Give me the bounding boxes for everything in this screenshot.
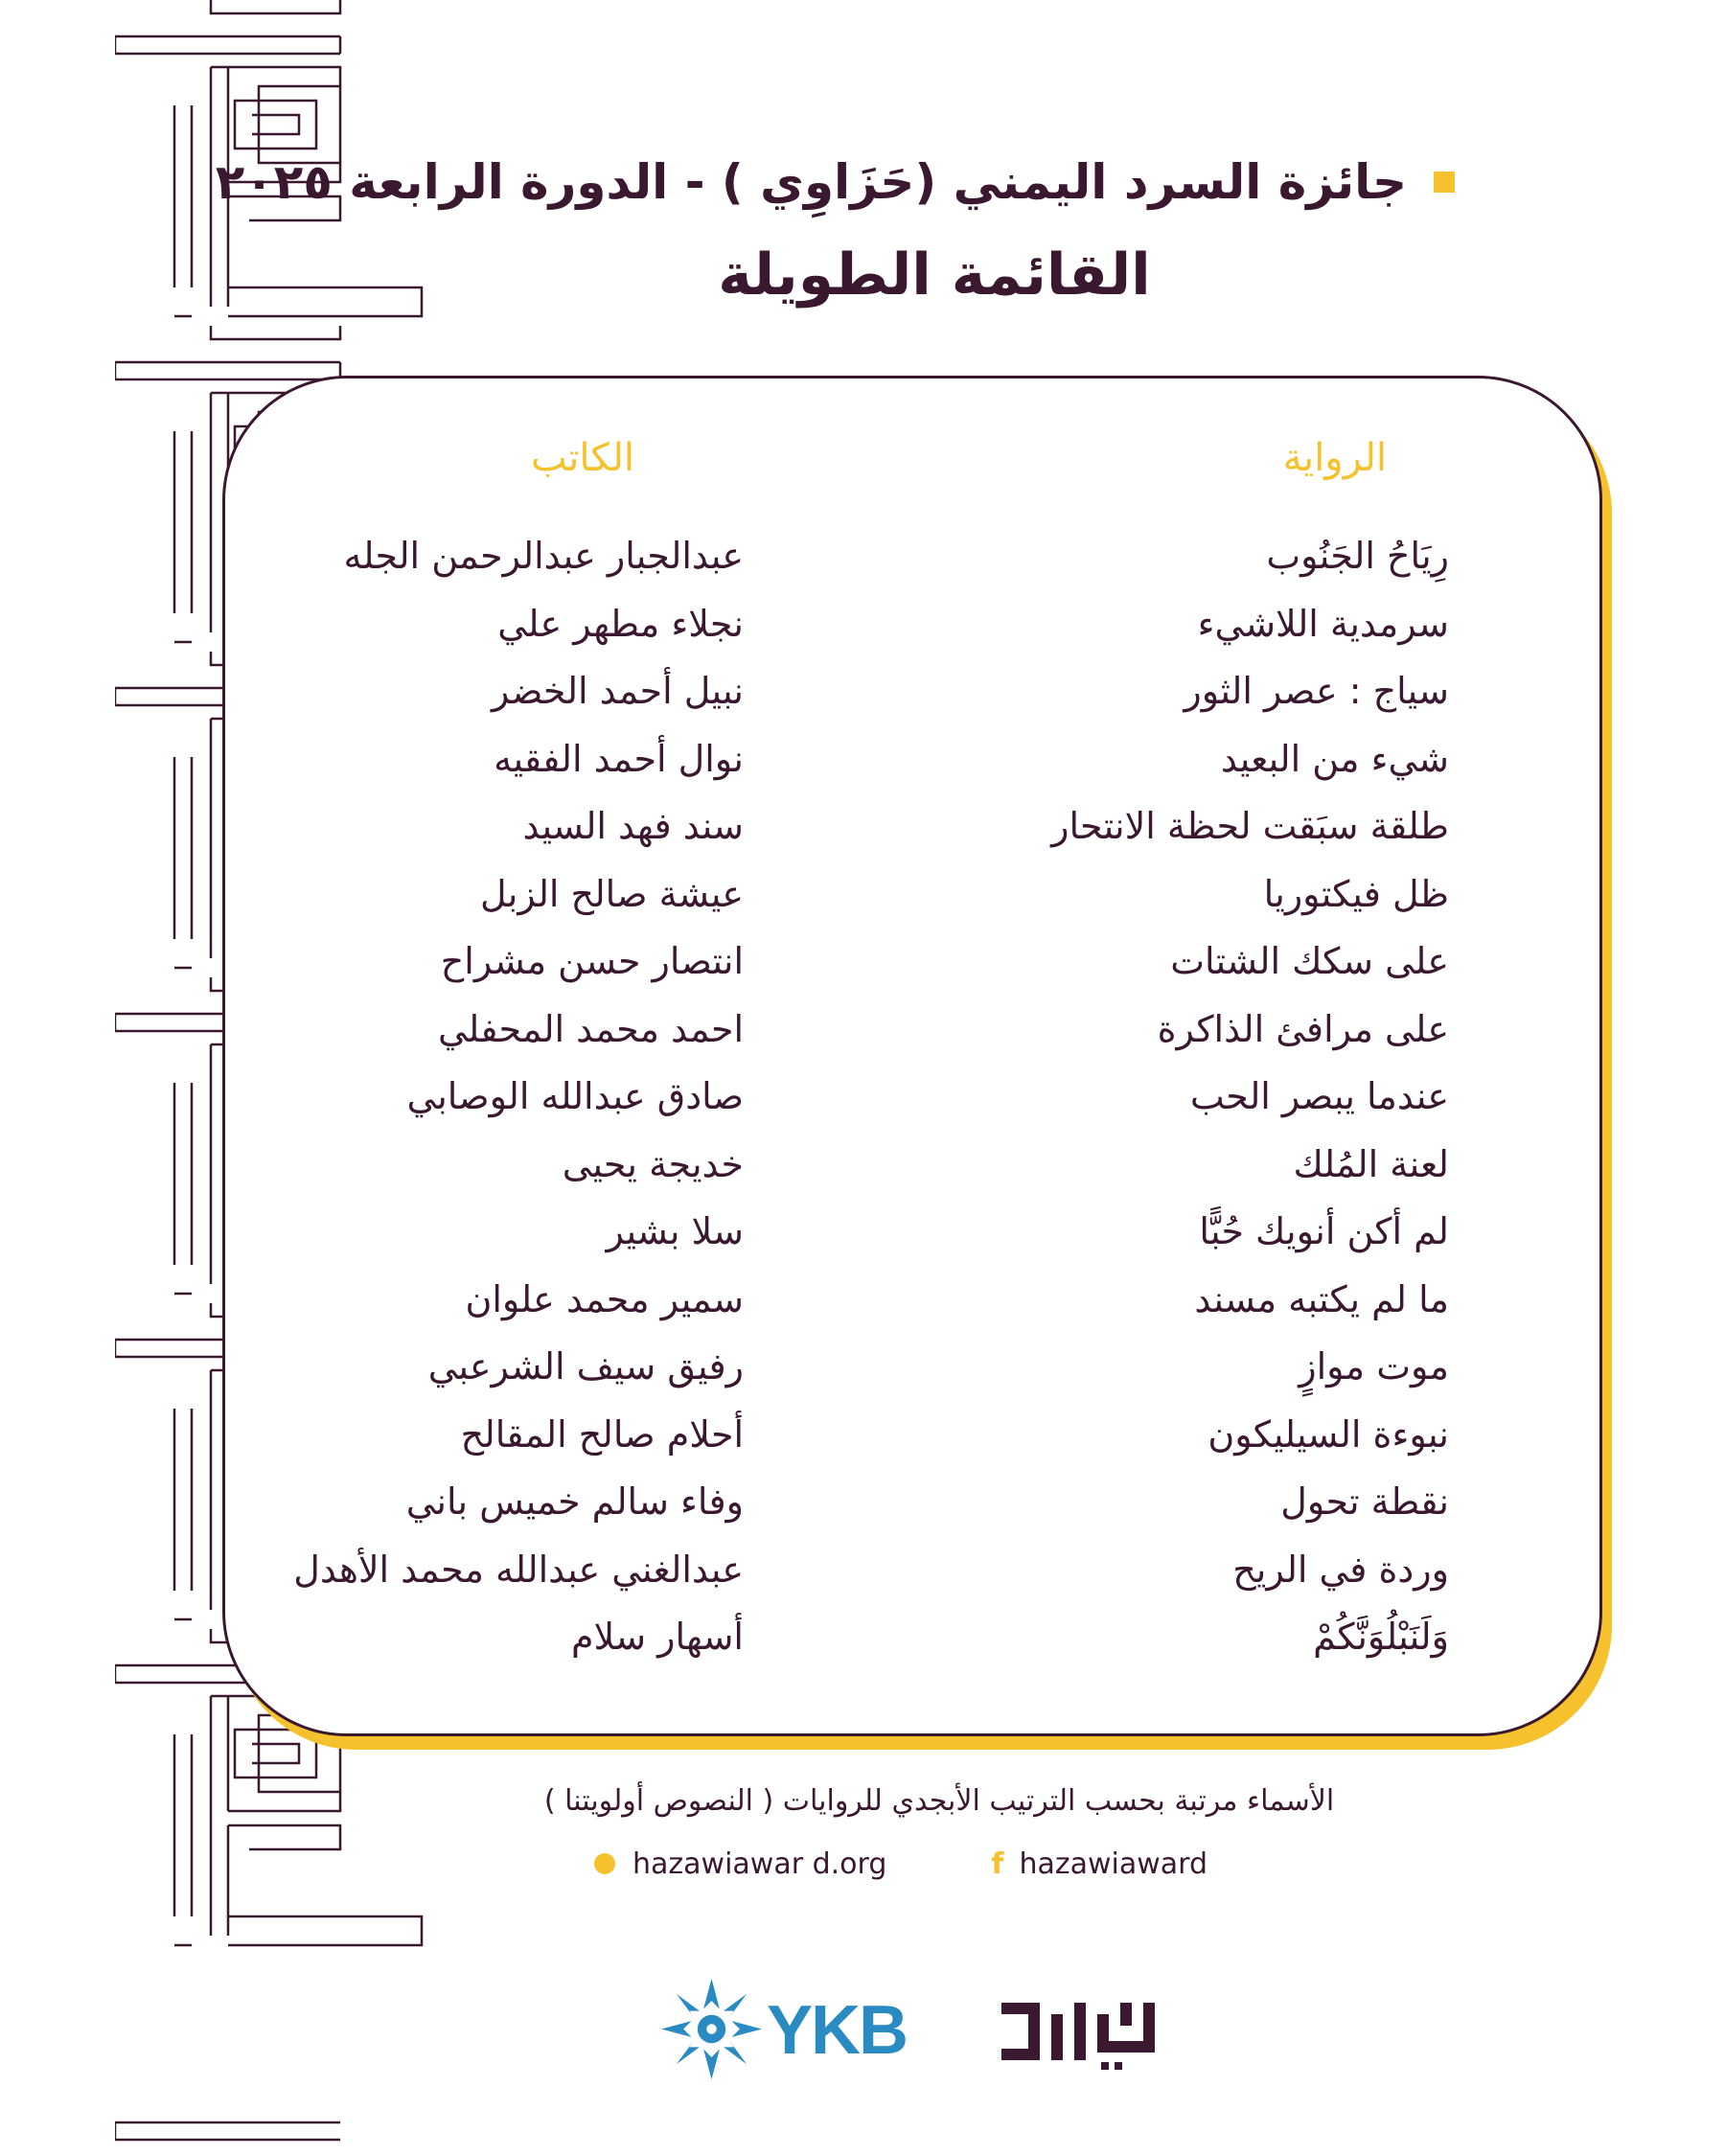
novel-item: موت موازٍ: [1299, 1345, 1449, 1388]
novel-item: طلقة سبَقت لحظة الانتحار: [1051, 805, 1449, 847]
award-title-text: جائزة السرد اليمني (حَزَاوِي ) - الدورة الرابعة ٢٠٢٥: [215, 154, 1407, 210]
ykb-logo: YKB: [767, 1992, 908, 2069]
novel-item: عندما يبصر الحب: [1189, 1075, 1449, 1117]
website-text: hazawiawar d.org: [632, 1846, 887, 1881]
logos: [661, 1974, 1160, 2089]
page-title: القائمة الطويلة: [718, 241, 1151, 309]
author-item: نجلاء مطهر علي: [497, 602, 744, 645]
facebook-icon: f: [991, 1846, 1004, 1881]
novel-item: ظل فيكتوريا: [1263, 872, 1449, 915]
author-item: أحلام صالح المقالح: [460, 1412, 744, 1456]
novel-item: وَلَنَبْلُوَنَّكُمْ: [1313, 1616, 1449, 1658]
novel-item: نبوءة السيليكون: [1208, 1412, 1449, 1456]
author-item: صادق عبدالله الوصابي: [406, 1075, 744, 1117]
novel-item: لعنة المُلك: [1293, 1142, 1449, 1185]
facebook-text: hazawiaward: [1019, 1846, 1208, 1881]
award-title: [216, 134, 1455, 230]
author-item: عبدالجبار عبدالرحمن الجله: [343, 535, 744, 577]
author-item: سلا بشير: [606, 1210, 744, 1252]
column-header-author: الكاتب: [531, 436, 634, 480]
ordering-note: الأسماء مرتبة بحسب الترتيب الأبجدي للروايات ( النصوص أولويتنا ): [543, 1784, 1335, 1818]
novel-item: نقطة تحول: [1280, 1480, 1449, 1523]
novel-item: لم أكن أنويك حُبًّا: [1199, 1210, 1449, 1252]
footer-links: [594, 1840, 1208, 1888]
author-item: احمد محمد المحفلي: [437, 1007, 744, 1050]
author-item: عيشة صالح الزبل: [480, 872, 744, 915]
novel-item: ما لم يكتبه مسند: [1194, 1277, 1449, 1320]
novel-item: سياج : عصر الثور: [1184, 670, 1449, 712]
hazawi-logo: [1001, 1993, 1155, 2075]
novel-item: شيء من البعيد: [1220, 737, 1449, 780]
novel-list: [1051, 527, 1449, 1676]
column-header-novel: الرواية: [1282, 436, 1387, 480]
bullet-square: [1434, 172, 1455, 193]
author-item: سند فهد السيد: [522, 805, 744, 847]
globe-icon: [594, 1853, 615, 1874]
ykb-emblem-icon: [661, 1979, 762, 2079]
author-item: أسهار سلام: [571, 1616, 744, 1658]
author-item: وفاء سالم خميس باني: [405, 1480, 744, 1523]
website-link[interactable]: [594, 1847, 886, 1881]
author-item: سمير محمد علوان: [465, 1277, 744, 1320]
novel-item: رِيَاحُ الجَنُوب: [1266, 535, 1449, 577]
novel-item: وردة في الريح: [1232, 1548, 1449, 1591]
author-item: رفيق سيف الشرعبي: [427, 1345, 744, 1388]
author-item: نبيل أحمد الخضر: [492, 670, 744, 712]
author-item: عبدالغني عبدالله محمد الأهدل: [293, 1548, 744, 1591]
author-list: [293, 527, 744, 1676]
author-item: انتصار حسن مشراح: [440, 940, 744, 982]
facebook-link[interactable]: [991, 1847, 1208, 1881]
author-item: نوال أحمد الفقيه: [494, 737, 744, 780]
novel-item: على سكك الشتات: [1170, 940, 1449, 982]
novel-item: على مرافئ الذاكرة: [1157, 1007, 1449, 1050]
novel-item: سرمدية اللاشيء: [1197, 602, 1449, 645]
author-item: خديجة يحيى: [562, 1142, 744, 1185]
